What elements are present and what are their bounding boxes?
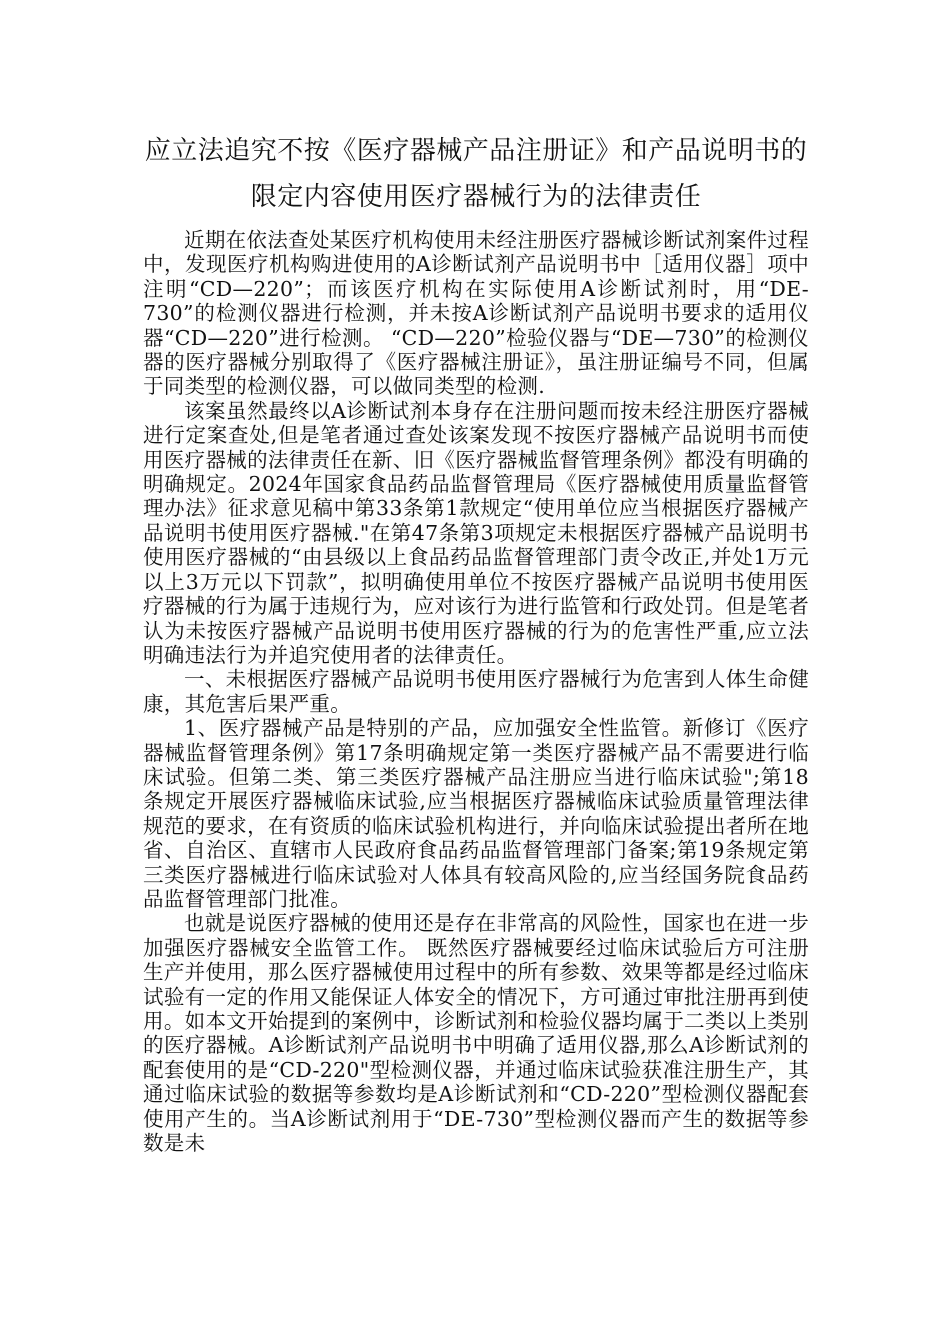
document-page bbox=[143, 128, 809, 1155]
title-line-2: 限定内容使用医疗器械行为的法律责任 bbox=[250, 182, 702, 212]
document-body bbox=[143, 228, 809, 1155]
title-line-1: 应立法追究不按《医疗器械产品注册证》和产品说明书的 bbox=[144, 136, 808, 166]
paragraph-case-background: 近期在依法查处某医疗机构使用未经注册医疗器械诊断试剂案件过程中，发现医疗机构购进使用的A诊断试剂产品说明书中［适用仪器］项中注明“CD—220”；而该医疗机构在实际使用A诊断试剂时，用“DE-730”的检测仪器进行检测，并未按A诊断试剂产品说明书要求的适用仪器“CD—220”进行检测。 “CD—220”检验仪器与“DE—730”的检测仪器的医疗器械分别取得了《医疗器械注册证》，虽注册证编号不同，但属于同类型的检测仪器，可以做同类型的检测. bbox=[143, 228, 809, 399]
paragraph-section-heading-1: 一、未根据医疗器械产品说明书使用医疗器械行为危害到人体生命健康，其危害后果严重。 bbox=[143, 667, 809, 716]
paragraph-legal-gap: 该案虽然最终以A诊断试剂本身存在注册问题而按未经注册医疗器械进行定案查处,但是笔者通过查处该案发现不按医疗器械产品说明书而使用医疗器械的法律责任在新、旧《医疗器械监督管理条例》都没有明确的明确规定。2024年国家食品药品监督管理局《医疗器械使用质量监督管理办法》征求意见稿中第33条第1款规定“使用单位应当根据医疗器械产品说明书使用医疗器械."在第47条第3项规定未根据医疗器械产品说明书使用医疗器械的“由县级以上食品药品监督管理部门责令改正,并处1万元以上3万元以下罚款”，拟明确使用单位不按医疗器械产品说明书使用医疗器械的行为属于违规行为，应对该行为进行监管和行政处罚。但是笔者认为未按医疗器械产品说明书使用医疗器械的行为的危害性严重,应立法明确违法行为并追究使用者的法律责任。 bbox=[143, 398, 809, 667]
paragraph-clinical-trial-rules: 1、医疗器械产品是特别的产品，应加强安全性监管。新修订《医疗器械监督管理条例》第17条明确规定第一类医疗器械产品不需要进行临床试验。但第二类、第三类医疗器械产品注册应当进行临床试验";第18条规定开展医疗器械临床试验,应当根据医疗器械临床试验质量管理法律规范的要求，在有资质的临床试验机构进行，并向临床试验提出者所在地省、自治区、直辖市人民政府食品药品监督管理部门备案;第19条规定第三类医疗器械进行临床试验对人体具有较高风险的,应当经国务院食品药品监督管理部门批准。 bbox=[143, 716, 809, 911]
document-title bbox=[143, 128, 809, 220]
paragraph-risk-analysis: 也就是说医疗器械的使用还是存在非常高的风险性，国家也在进一步加强医疗器械安全监管工作。 既然医疗器械要经过临床试验后方可注册生产并使用，那么医疗器械使用过程中的所有参数、效果等都是经过临床试验有一定的作用又能保证人体安全的情况下，方可通过审批注册再到使用。如本文开始提到的案例中，诊断试剂和检验仪器均属于二类以上类别的医疗器械。A诊断试剂产品说明书中明确了适用仪器,那么A诊断试剂的配套使用的是“CD-220"型检测仪器，并通过临床试验获准注册生产，其通过临床试验的数据等参数均是A诊断试剂和“CD-220”型检测仪器配套使用产生的。当A诊断试剂用于“DE-730”型检测仪器而产生的数据等参数是未 bbox=[143, 911, 809, 1156]
